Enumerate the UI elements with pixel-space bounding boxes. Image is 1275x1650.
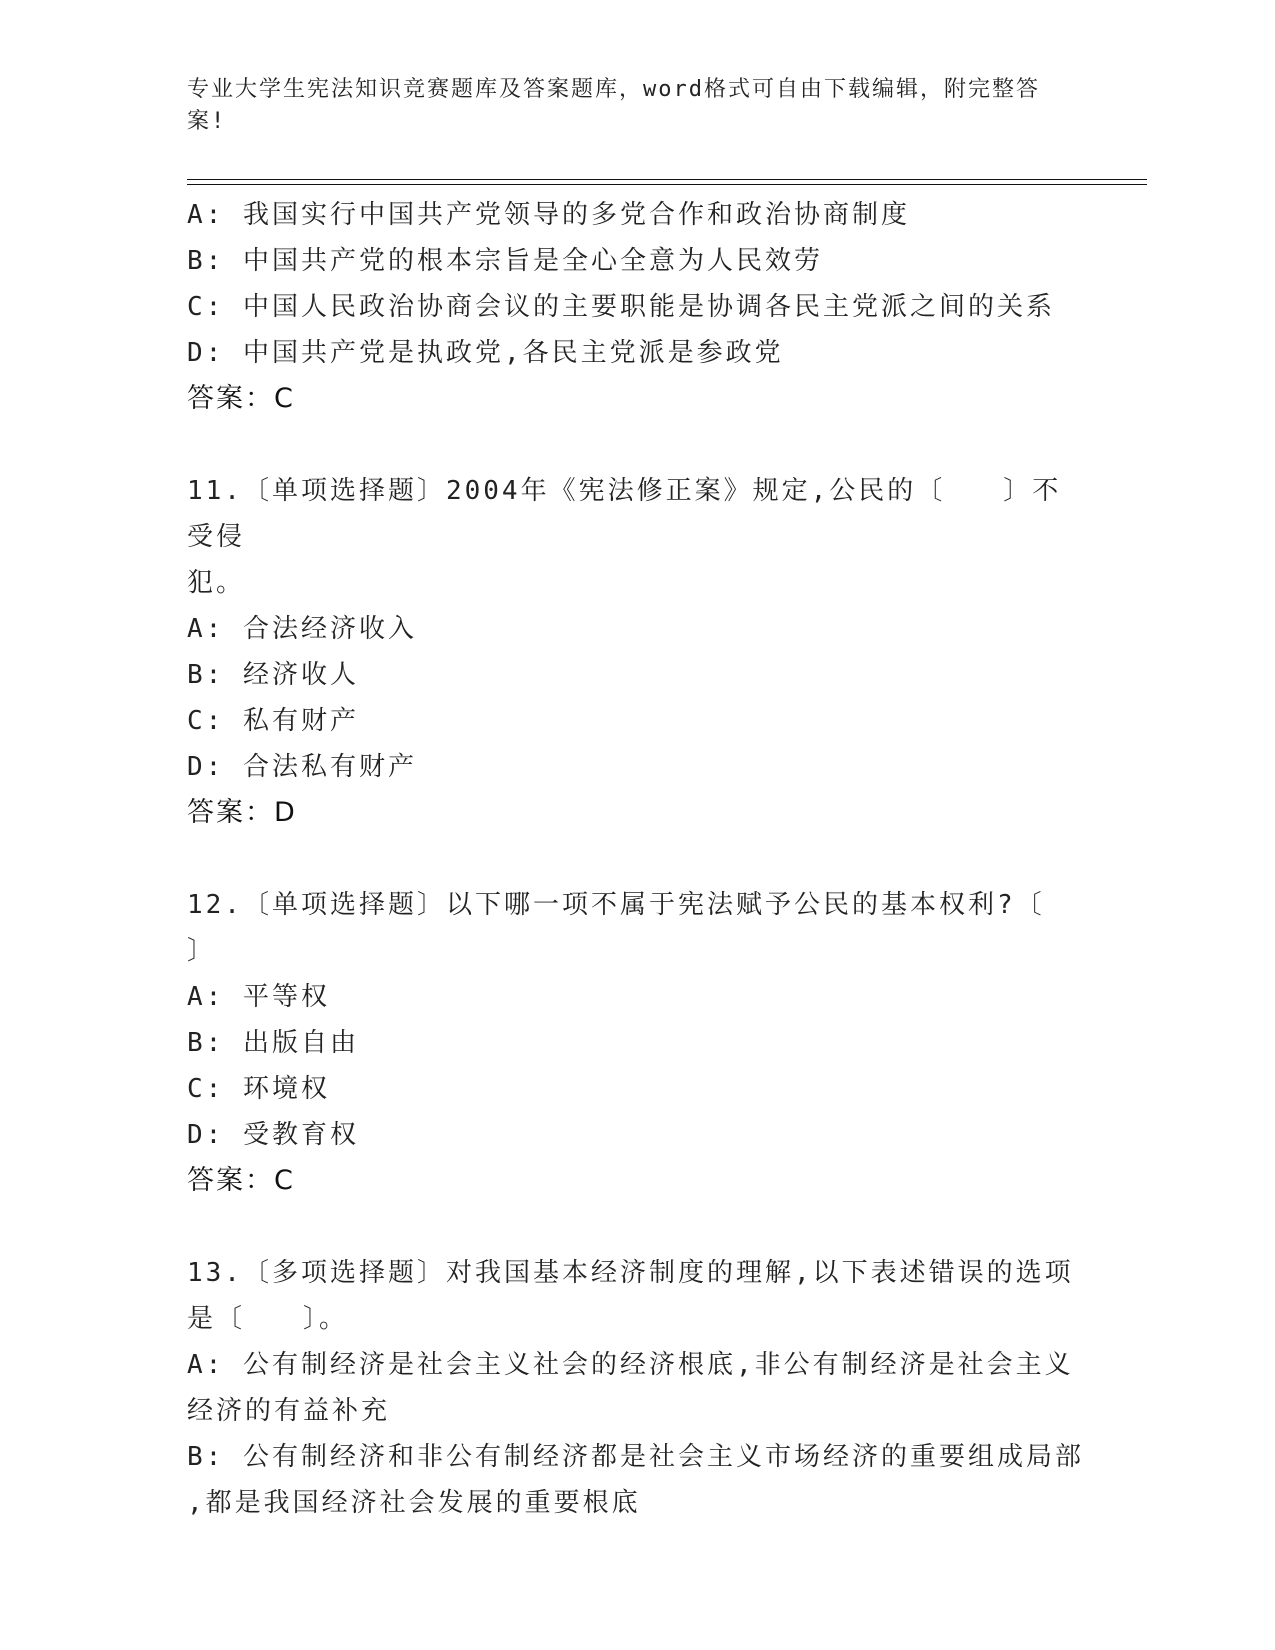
option-a-continued: 经济的有益补充 <box>187 1396 391 1426</box>
question-text-line-2: 〕 <box>187 936 217 966</box>
option-d: D: 受教育权 <box>187 1120 359 1150</box>
spacer <box>187 1204 1087 1250</box>
question-text-line-2: 犯。 <box>187 568 246 598</box>
question-12 <box>187 882 1087 1204</box>
answer: 答案：C <box>187 1165 295 1196</box>
question-text <box>187 882 1087 974</box>
option-a: A: 我国实行中国共产党领导的多党合作和政治协商制度 <box>187 200 910 230</box>
option-a: A: 合法经济收入 <box>187 614 417 644</box>
option-a: A: 平等权 <box>187 982 330 1012</box>
option-b-continued: ,都是我国经济社会发展的重要根底 <box>187 1488 641 1518</box>
question-11 <box>187 468 1087 836</box>
question-text <box>187 468 1087 606</box>
option-a: A: 公有制经济是社会主义社会的经济根底,非公有制经济是社会主义 <box>187 1350 1074 1380</box>
question-text-line-1: 12.〔单项选择题〕以下哪一项不属于宪法赋予公民的基本权利?〔 <box>187 890 1045 920</box>
option-d: D: 合法私有财产 <box>187 752 417 782</box>
header-rule-bottom <box>187 184 1147 185</box>
spacer <box>187 422 1087 468</box>
question-list <box>187 192 1087 1526</box>
spacer <box>187 836 1087 882</box>
option-b: B: 经济收人 <box>187 660 359 690</box>
option-b: B: 出版自由 <box>187 1028 359 1058</box>
question-13 <box>187 1250 1087 1526</box>
question-text-line-2: 是〔 〕。 <box>187 1304 349 1334</box>
header-rule-top <box>187 179 1147 180</box>
document-header <box>187 74 1067 138</box>
header-line-1: 专业大学生宪法知识竞赛题库及答案题库，word格式可自由下载编辑，附完整答 <box>187 77 1040 102</box>
answer: 答案：D <box>187 797 297 828</box>
question-text-line-1: 13.〔多项选择题〕对我国基本经济制度的理解,以下表述错误的选项 <box>187 1258 1074 1288</box>
header-line-2: 案! <box>187 109 227 134</box>
answer: 答案：C <box>187 383 295 414</box>
option-c: C: 环境权 <box>187 1074 330 1104</box>
option-c: C: 私有财产 <box>187 706 359 736</box>
question-10 <box>187 192 1087 422</box>
option-b: B: 公有制经济和非公有制经济都是社会主义市场经济的重要组成局部 <box>187 1442 1084 1472</box>
question-text-line-1: 11.〔单项选择题〕2004年《宪法修正案》规定,公民的〔 〕不受侵 <box>187 476 1062 552</box>
question-text <box>187 1250 1087 1342</box>
option-c: C: 中国人民政治协商会议的主要职能是协调各民主党派之间的关系 <box>187 292 1055 322</box>
option-b: B: 中国共产党的根本宗旨是全心全意为人民效劳 <box>187 246 823 276</box>
option-d: D: 中国共产党是执政党,各民主党派是参政党 <box>187 338 784 368</box>
